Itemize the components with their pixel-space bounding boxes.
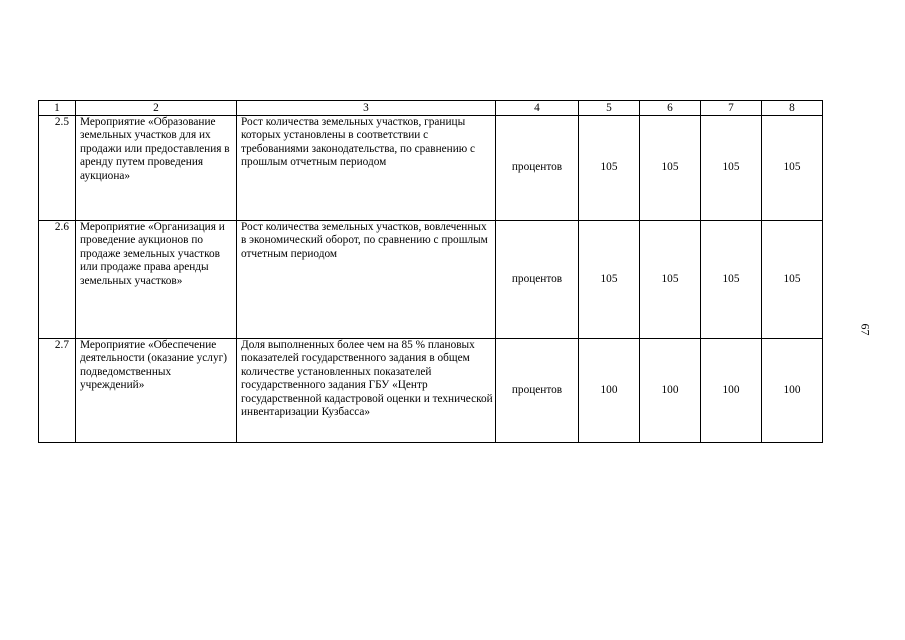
value-cell-7: 105	[701, 116, 762, 221]
value-cell-7: 100	[701, 339, 762, 443]
unit-cell: процентов	[496, 221, 579, 339]
value-cell-6: 100	[640, 339, 701, 443]
indicator-text: Рост количества земельных участков, вовлеченных в экономический оборот, по сравнению с прошлым отчетным периодом	[241, 221, 488, 260]
indicator-cell	[237, 339, 496, 443]
value-cell-7: 105	[701, 221, 762, 339]
row-number: 2.6	[39, 221, 76, 339]
event-text: Мероприятие «Обеспечение деятельности (оказание услуг) подведомственных учреждений»	[80, 339, 227, 392]
value-cell-5: 100	[579, 339, 640, 443]
event-cell	[76, 221, 237, 339]
header-cell-2: 2	[76, 101, 237, 116]
table-row	[39, 339, 823, 443]
value-cell-5: 105	[579, 116, 640, 221]
indicator-text: Рост количества земельных участков, границы которых установлены в соответствии с требованиями законодательства, по сравнению с прошлым отчетным периодом	[241, 116, 476, 169]
indicator-cell	[237, 221, 496, 339]
event-text: Мероприятие «Организация и проведение аукционов по продаже земельных участков или продаже права аренды земельных участков»	[80, 221, 225, 287]
header-cell-8: 8	[762, 101, 823, 116]
value-cell-6: 105	[640, 221, 701, 339]
table-row	[39, 116, 823, 221]
event-text: Мероприятие «Образование земельных участков для их продажи или предоставления в аренду путем проведения аукциона»	[80, 116, 230, 182]
value-cell-8: 105	[762, 221, 823, 339]
indicator-text: Доля выполненных более чем на 85 % плановых показателей государственного задания в общем количестве установленных показателей государственного задания ГБУ «Центр государственной кадастровой оценки и технической инвентаризации Кузбасса»	[241, 339, 493, 419]
header-cell-5: 5	[579, 101, 640, 116]
unit-cell: процентов	[496, 339, 579, 443]
header-row	[39, 101, 823, 116]
table-row	[39, 221, 823, 339]
value-cell-8: 100	[762, 339, 823, 443]
row-number: 2.5	[39, 116, 76, 221]
header-cell-7: 7	[701, 101, 762, 116]
event-cell	[76, 116, 237, 221]
header-cell-4: 4	[496, 101, 579, 116]
value-cell-8: 105	[762, 116, 823, 221]
header-cell-1: 1	[39, 101, 76, 116]
value-cell-5: 105	[579, 221, 640, 339]
page-number: 67	[858, 323, 873, 336]
header-cell-3: 3	[237, 101, 496, 116]
indicators-table	[38, 100, 823, 443]
unit-cell: процентов	[496, 116, 579, 221]
indicator-cell	[237, 116, 496, 221]
value-cell-6: 105	[640, 116, 701, 221]
event-cell	[76, 339, 237, 443]
row-number: 2.7	[39, 339, 76, 443]
header-cell-6: 6	[640, 101, 701, 116]
